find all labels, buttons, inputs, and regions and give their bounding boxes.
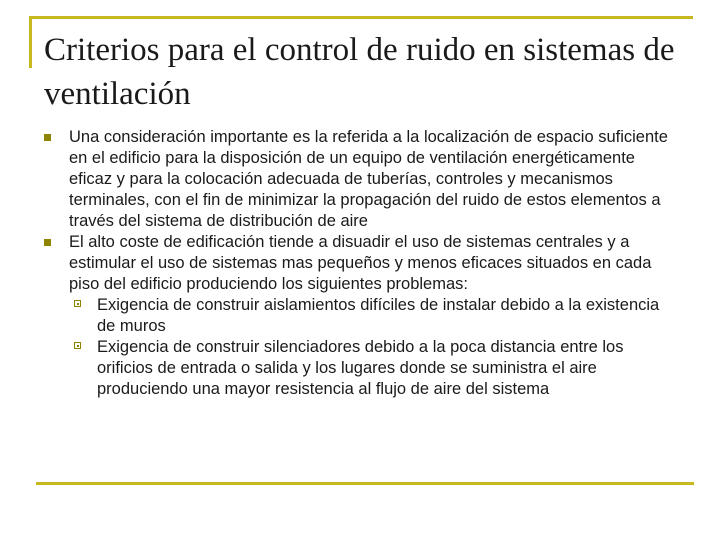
sub-bullet-text: Exigencia de construir aislamientos difíciles de instalar debido a la existencia de muros xyxy=(97,296,660,335)
bullet-text: Una consideración importante es la referida a la localización de espacio suficiente en el edificio para la disposición de un equipo de ventilación energéticamente eficaz y para la colocación adecuada de tuberías, controles y mecanismos terminales, con el fin de minimizar la propagación del ruido de estos elementos a través del sistema de distribución de aire xyxy=(69,128,668,230)
sub-bullet-text: Exigencia de construir silenciadores debido a la poca distancia entre los orificios de entrada o salida y los lugares donde se suministra el aire produciendo una mayor resistencia al flujo de aire del sistema xyxy=(97,338,624,398)
frame-bottom-rule xyxy=(36,482,694,485)
frame-top-rule xyxy=(29,16,693,19)
bullet-text: El alto coste de edificación tiende a disuadir el uso de sistemas centrales y a estimular el uso de sistemas mas pequeños y menos eficaces situados en cada piso del edificio produciendo los siguientes problemas: xyxy=(69,233,652,293)
square-bullet-icon xyxy=(44,134,51,141)
sub-bullet-item xyxy=(69,337,680,400)
sub-bullet-item xyxy=(69,295,680,337)
frame-left-rule xyxy=(29,16,32,68)
hollow-square-bullet-icon xyxy=(74,300,81,307)
slide-content xyxy=(44,127,680,400)
slide-title: Criterios para el control de ruido en sistemas de ventilación xyxy=(44,32,675,112)
bullet-item xyxy=(44,127,680,232)
square-bullet-icon xyxy=(44,239,51,246)
bullet-item xyxy=(44,232,680,400)
hollow-square-bullet-icon xyxy=(74,342,81,349)
